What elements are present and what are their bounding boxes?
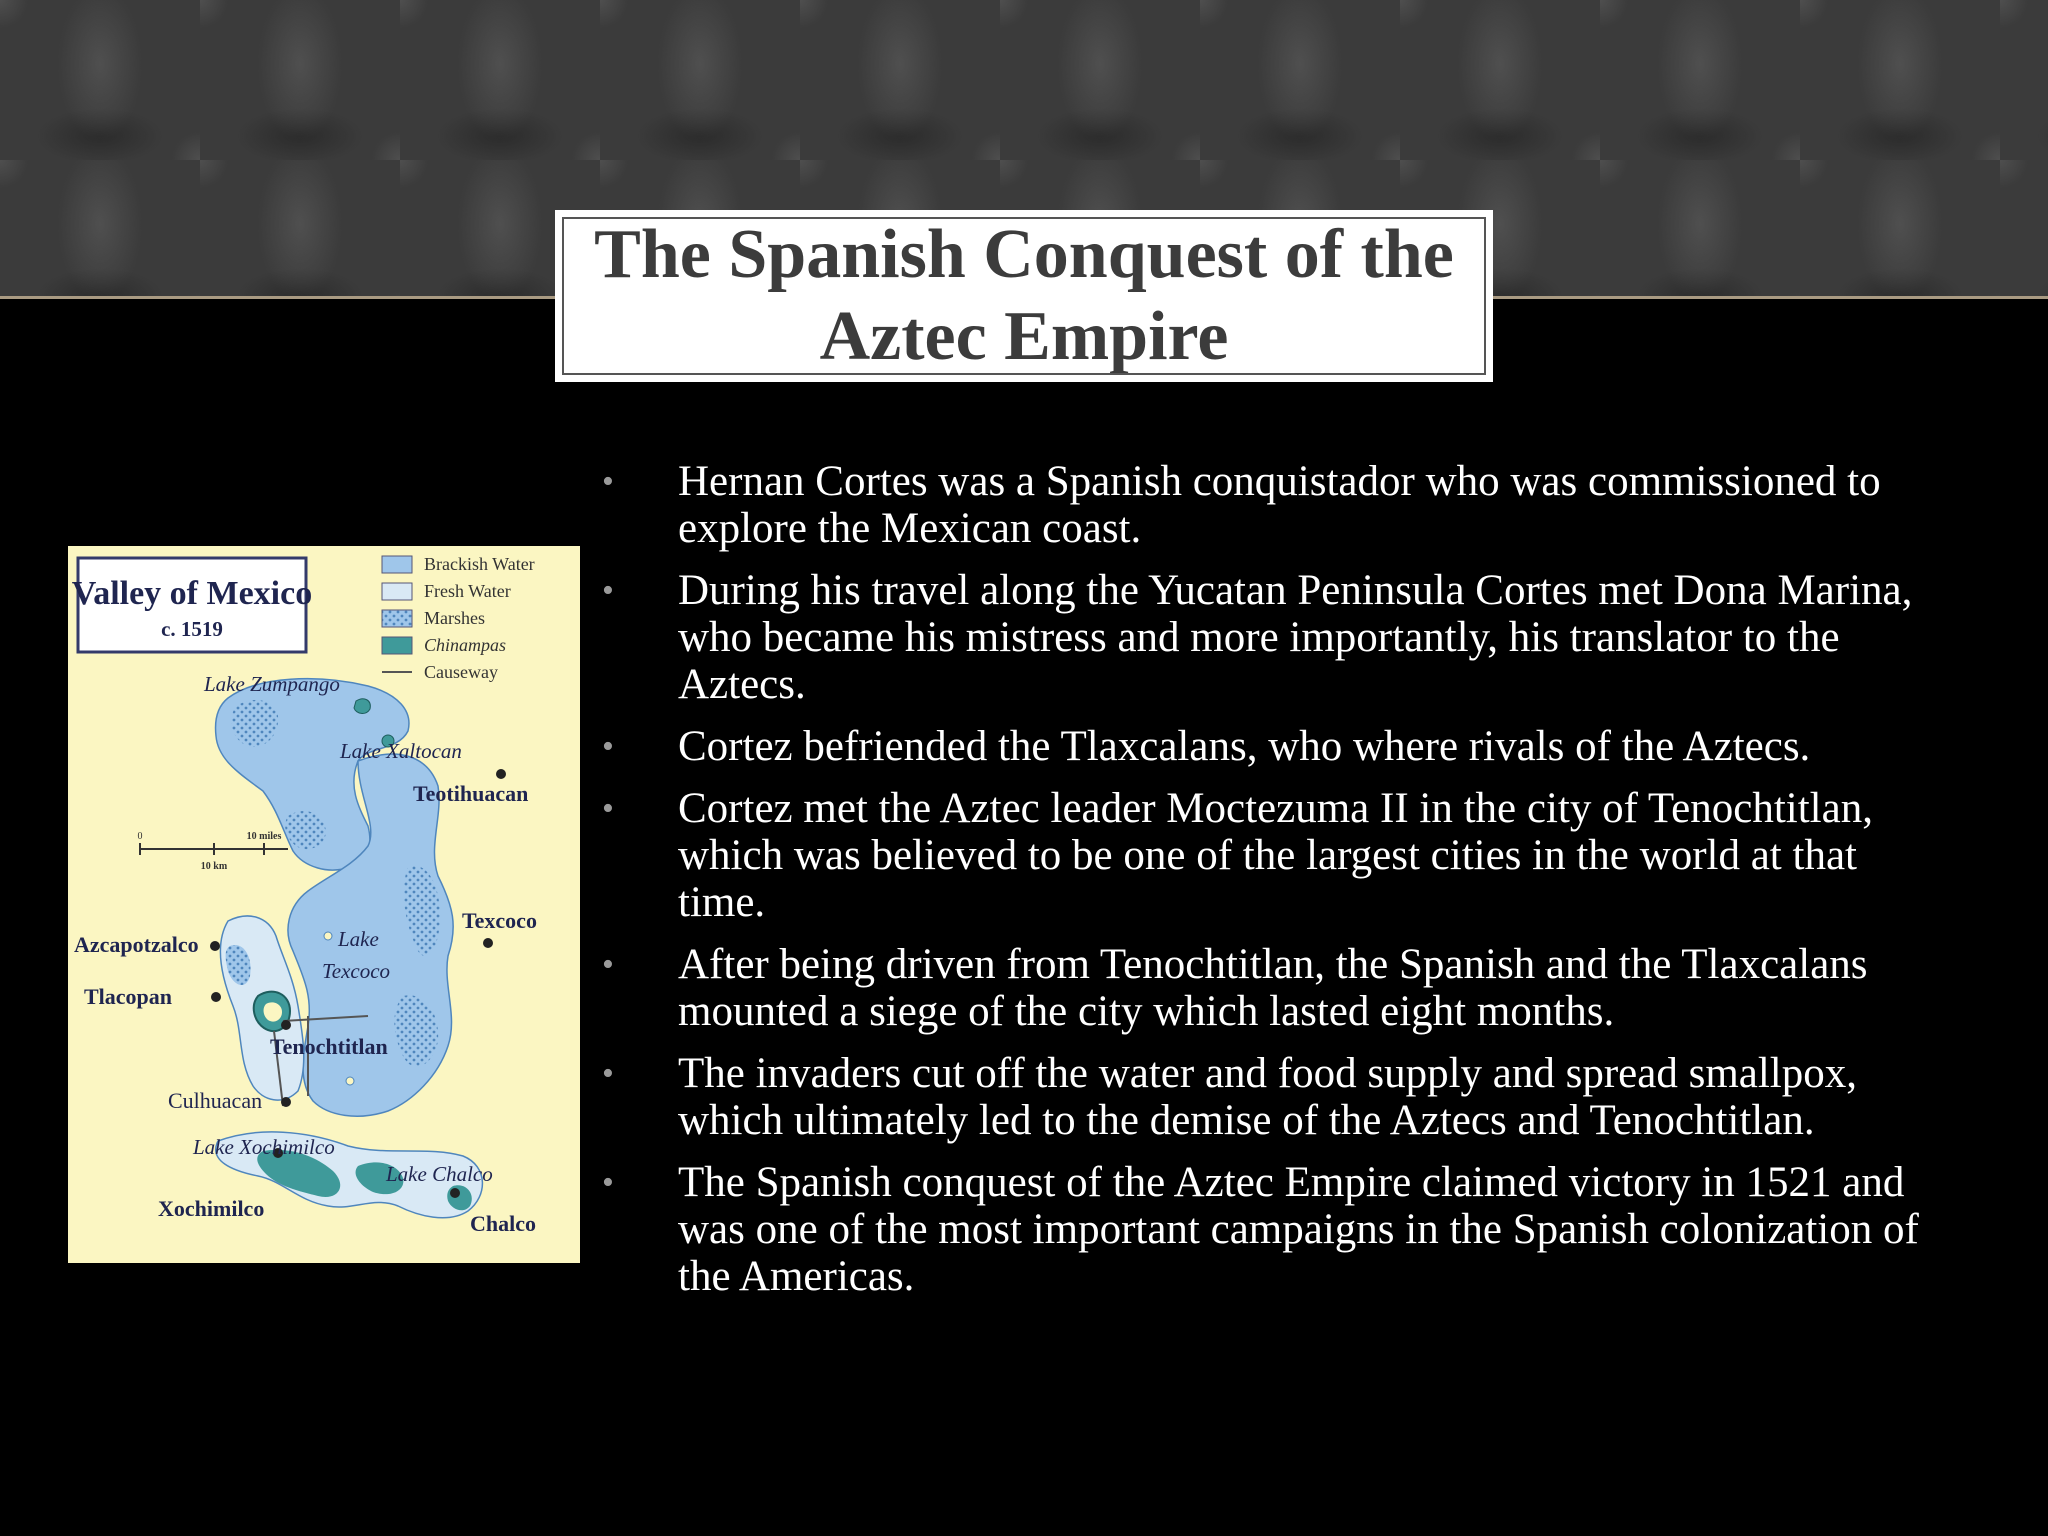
label-culhuacan: Culhuacan [168, 1088, 263, 1113]
legend-fresh: Fresh Water [424, 581, 511, 601]
bullet-item [595, 1159, 1935, 1300]
map-title: Valley of Mexico [71, 575, 313, 612]
label-lake-xaltocan: Lake Xaltocan [340, 739, 462, 763]
scale-km: 10 km [200, 861, 228, 872]
map-subtitle: c. 1519 [161, 617, 223, 641]
bullet-dot-icon: • [602, 946, 614, 983]
bullet-text: Hernan Cortes was a Spanish conquistador who was commissioned to explore the Mexican coast. [678, 458, 1881, 552]
bullet-text: Cortez met the Aztec leader Moctezuma II in the city of Tenochtitlan, which was believed to be one of the largest cities in the world at that time. [678, 785, 1873, 926]
label-xochimilco: Xochimilco [158, 1196, 265, 1221]
bullet-text: Cortez befriended the Tlaxcalans, who where rivals of the Aztecs. [678, 723, 1811, 770]
bullet-dot-icon: • [602, 572, 614, 609]
bullet-item [595, 1050, 1935, 1144]
label-lake-texcoco-2: Texcoco [322, 959, 391, 983]
label-lake-chalco: Lake Chalco [386, 1162, 493, 1186]
scale-zero: 0 [137, 831, 143, 842]
label-chalco: Chalco [470, 1211, 536, 1236]
bullet-item [595, 723, 1935, 770]
bullet-text: During his travel along the Yucatan Peninsula Cortes met Dona Marina, who became his mistress and more importantly, his translator to the Aztecs. [678, 567, 1913, 708]
legend-causeway: Causeway [424, 662, 498, 682]
label-lake-xochimilco: Lake Xochimilco [193, 1135, 335, 1159]
legend-marshes: Marshes [424, 608, 485, 628]
bullet-item [595, 941, 1935, 1035]
bullet-text: After being driven from Tenochtitlan, the Spanish and the Tlaxcalans mounted a siege of the city which lasted eight months. [678, 941, 1868, 1035]
bullet-list [595, 458, 1935, 1315]
label-azcapotzalco: Azcapotzalco [74, 932, 199, 957]
label-tenochtitlan: Tenochtitlan [270, 1034, 388, 1059]
bullet-dot-icon: • [602, 728, 614, 765]
bullet-dot-icon: • [602, 790, 614, 827]
bullet-dot-icon: • [602, 1055, 614, 1092]
valley-of-mexico-map [68, 546, 580, 1263]
scale-miles: 10 miles [246, 831, 282, 842]
label-texcoco: Texcoco [462, 908, 537, 933]
legend-brackish: Brackish Water [424, 554, 535, 574]
label-tlacopan: Tlacopan [84, 984, 173, 1009]
label-teotihuacan: Teotihuacan [413, 781, 529, 806]
legend-chinampas: Chinampas [424, 635, 507, 655]
bullet-text: The invaders cut off the water and food supply and spread smallpox, which ultimately led to the demise of the Aztecs and Tenochtitlan. [678, 1050, 1857, 1144]
bullet-dot-icon: • [602, 463, 614, 500]
bullet-item [595, 458, 1935, 552]
slide-title: The Spanish Conquest of the Aztec Empire [594, 216, 1454, 375]
bullet-text: The Spanish conquest of the Aztec Empire claimed victory in 1521 and was one of the most important campaigns in the Spanish colonization of the Americas. [678, 1159, 1919, 1300]
bullet-dot-icon: • [602, 1164, 614, 1201]
bullet-item [595, 567, 1935, 708]
label-lake-texcoco-1: Lake [338, 927, 379, 951]
bullet-item [595, 785, 1935, 926]
title-box [555, 210, 1493, 382]
label-lake-zumpango: Lake Zumpango [204, 672, 340, 696]
